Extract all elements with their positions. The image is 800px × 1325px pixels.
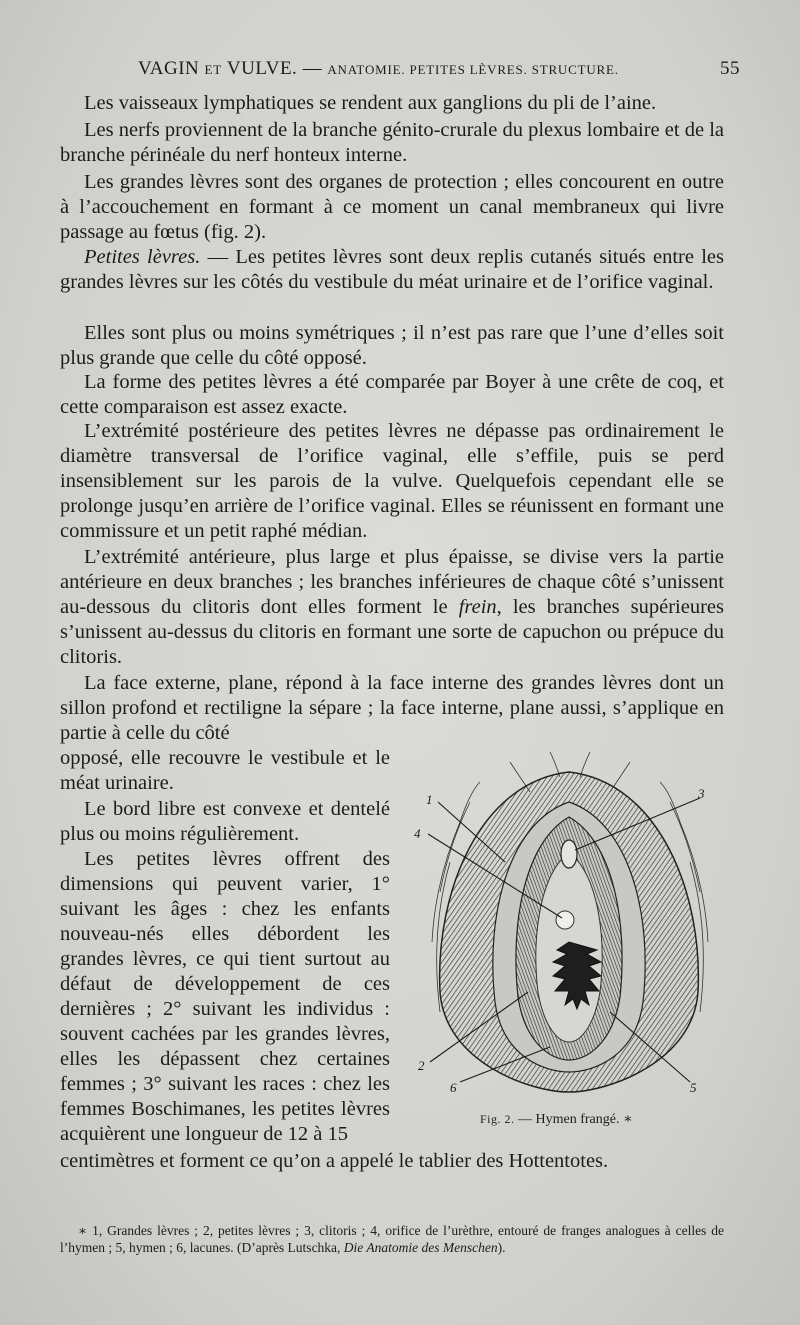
- figure-label-6: 6: [450, 1080, 457, 1095]
- figure-label-5: 5: [690, 1080, 697, 1095]
- paragraph-dimensions-end: centimètres et forment ce qu’on a appelé le tablier des Hottentotes.: [60, 1150, 609, 1172]
- figure-label-2: 2: [418, 1058, 425, 1073]
- caption-footnote-mark: ∗: [619, 1112, 633, 1127]
- paragraph-lymphatiques: Les vaisseaux lymphatiques se rendent aux ganglions du pli de l’aine.: [84, 92, 657, 114]
- section-heading-petites-levres: Petites lèvres.: [84, 246, 201, 268]
- title-vulve: VULVE.: [226, 58, 298, 79]
- figure-label-4: 4: [414, 826, 421, 841]
- paragraph-anterieure-b: , les branches supérieures s’unissent au-dessus du clitoris en formant une sorte de capuchon ou prépuce du clitoris.: [60, 596, 725, 668]
- title-et: ET: [204, 62, 222, 77]
- term-frein: frein: [458, 596, 497, 618]
- paragraph-nerfs: Les nerfs proviennent de la branche génito-crurale du plexus lombaire et de la branche périnéale du nerf honteux interne.: [60, 119, 724, 166]
- paragraph-face-externe-cont: opposé, elle recouvre le vestibule et le méat urinaire.: [60, 747, 390, 794]
- title-dash: —: [302, 58, 323, 79]
- paragraph-anterieure-a: L’extrémité antérieure, plus large et plus épaisse, se divise vers la partie antérieure en deux branches ; les branches inférieures de chaque côté s’unissent au-dessous du clitoris dont elles forment le: [60, 546, 724, 618]
- figure-caption: [480, 1111, 700, 1128]
- footnote-source-title: Die Anatomie des Menschen: [343, 1240, 498, 1255]
- footnote-text-b: ).: [497, 1240, 506, 1255]
- clitoris: [561, 840, 577, 868]
- section-title: ANATOMIE. PETITES LÈVRES. STRUCTURE.: [327, 62, 619, 77]
- page-number: 55: [720, 58, 740, 79]
- figure-label-1: 1: [426, 792, 433, 807]
- running-title: [138, 58, 619, 80]
- paragraph-crete-de-coq: La forme des petites lèvres a été comparée par Boyer à une crête de coq, et cette comparaison est assez exacte.: [60, 371, 724, 418]
- caption-fig-number: Fig. 2.: [480, 1112, 515, 1126]
- paragraph-dimensions: Les petites lèvres offrent des dimensions qui peuvent varier, 1° suivant les âges : chez les enfants nouveau-nés elles débordent les grandes lèvres, ce qui tient surtout au défaut de développement de ces dernières ; 2° suivant les individus : souvent cachées par les grandes lèvres, elles les dépassent chez certaines femmes ; 3° suivant les races : chez les femmes Boschimanes, les petites lèvres acquièrent une longueur de 12 à 15: [60, 848, 390, 1145]
- paragraph-extremite-posterieure: L’extrémité postérieure des petites lèvres ne dépasse pas ordinairement le diamètre transversal de l’orifice vaginal, elle s’effile, puis se perd insensiblement sur les parois de la vulve. Quelquefois cependant elle se prolonge jusqu’en arrière de l’orifice vaginal. Elles se réunissent en formant une commissure et un petit raphé médian.: [60, 420, 724, 542]
- urethral-orifice: [556, 911, 574, 929]
- caption-text: — Hymen frangé.: [514, 1112, 620, 1127]
- anatomical-engraving: [410, 742, 728, 1102]
- engraving-illustration: [410, 742, 728, 1102]
- footnote: [60, 1222, 724, 1256]
- paragraph-symetriques: Elles sont plus ou moins symétriques ; il n’est pas rare que l’une d’elles soit plus grande que celle du côté opposé.: [60, 322, 724, 369]
- title-vagin: VAGIN: [138, 58, 200, 79]
- footnote-text-a: ∗ 1, Grandes lèvres ; 2, petites lèvres ; 3, clitoris ; 4, orifice de l’urèthre, entouré de franges analogues à celles de l’hymen ; 5, hymen ; 6, lacunes. (D’après Lutschka,: [60, 1223, 724, 1255]
- paragraph-protection: Les grandes lèvres sont des organes de protection ; elles concourent en outre à l’accouchement en formant à ce moment un canal membraneux qui livre passage au fœtus (fig. 2).: [60, 171, 724, 243]
- paragraph-petites-levres-body: — Les petites lèvres sont deux replis cutanés situés entre les grandes lèvres sur les côtés du vestibule du méat urinaire et de l’orifice vaginal.: [60, 246, 724, 293]
- paragraph-face-externe: La face externe, plane, répond à la face interne des grandes lèvres dont un sillon profond et rectiligne la sépare ; la face interne, plane aussi, s’applique en partie à celle du côté: [60, 672, 724, 744]
- figure-label-3: 3: [698, 786, 705, 801]
- paragraph-petites-levres: [60, 245, 724, 295]
- paragraph-bord-libre: Le bord libre est convexe et dentelé plus ou moins régulièrement.: [60, 798, 390, 845]
- paragraph-extremite-anterieure: [60, 545, 724, 670]
- running-header: [60, 58, 740, 84]
